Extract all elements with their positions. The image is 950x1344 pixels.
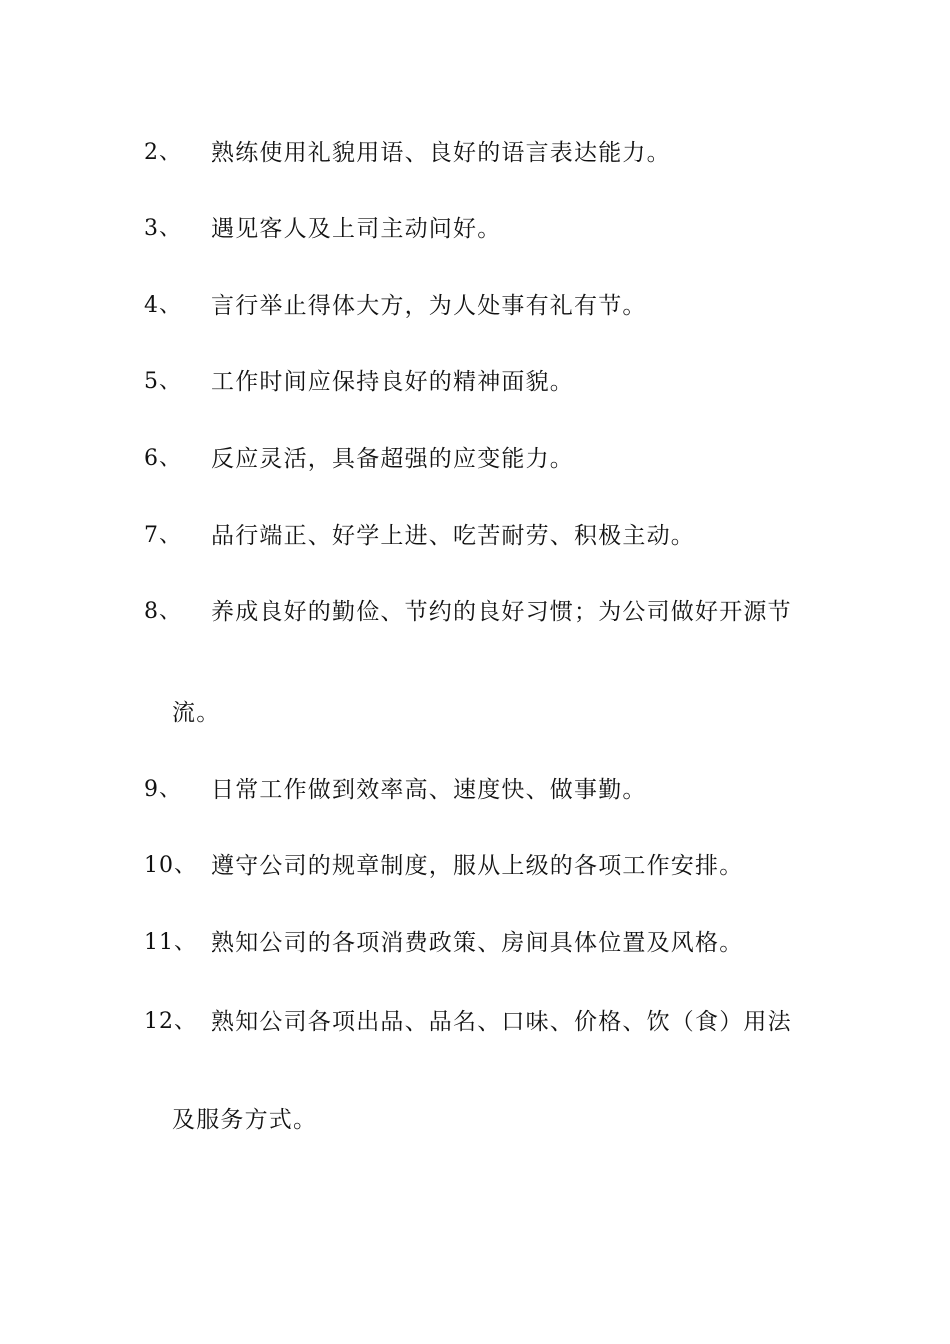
list-item	[0, 516, 950, 556]
item-text: 熟知公司的各项消费政策、房间具体位置及风格。	[211, 930, 744, 956]
item-number: 3、	[144, 216, 182, 241]
item-text: 日常工作做到效率高、速度快、做事勤。	[211, 777, 647, 803]
list-item	[0, 286, 950, 326]
item-text: 遵守公司的规章制度，服从上级的各项工作安排。	[211, 853, 744, 879]
list-item	[0, 592, 950, 632]
list-item	[0, 770, 950, 810]
item-number: 2、	[144, 140, 182, 165]
list-item	[0, 1002, 950, 1042]
item-text: 遇见客人及上司主动问好。	[211, 216, 502, 242]
item-text-continuation: 及服务方式。	[172, 1107, 318, 1133]
item-text: 工作时间应保持良好的精神面貌。	[211, 369, 574, 395]
item-text: 养成良好的勤俭、节约的良好习惯；为公司做好开源节	[211, 599, 792, 625]
item-text: 反应灵活，具备超强的应变能力。	[211, 446, 574, 472]
list-item	[0, 209, 950, 249]
item-text-continuation: 流。	[172, 700, 221, 726]
list-item	[0, 362, 950, 402]
item-text: 熟知公司各项出品、品名、口味、价格、饮（食）用法	[211, 1009, 792, 1035]
item-number: 9、	[144, 777, 182, 802]
item-text: 言行举止得体大方，为人处事有礼有节。	[211, 293, 647, 319]
item-number: 5、	[144, 369, 182, 394]
item-text: 品行端正、好学上进、吃苦耐劳、积极主动。	[211, 523, 695, 549]
list-item	[0, 846, 950, 886]
item-number: 8、	[144, 599, 182, 624]
item-number: 4、	[144, 293, 182, 318]
list-item	[0, 923, 950, 963]
item-text: 熟练使用礼貌用语、良好的语言表达能力。	[211, 140, 671, 166]
item-number: 6、	[144, 446, 182, 471]
item-number: 12、	[144, 1009, 197, 1034]
item-number: 10、	[144, 853, 197, 878]
list-item	[0, 439, 950, 479]
item-number: 7、	[144, 523, 182, 548]
item-number: 11、	[144, 930, 197, 955]
list-item	[0, 133, 950, 173]
